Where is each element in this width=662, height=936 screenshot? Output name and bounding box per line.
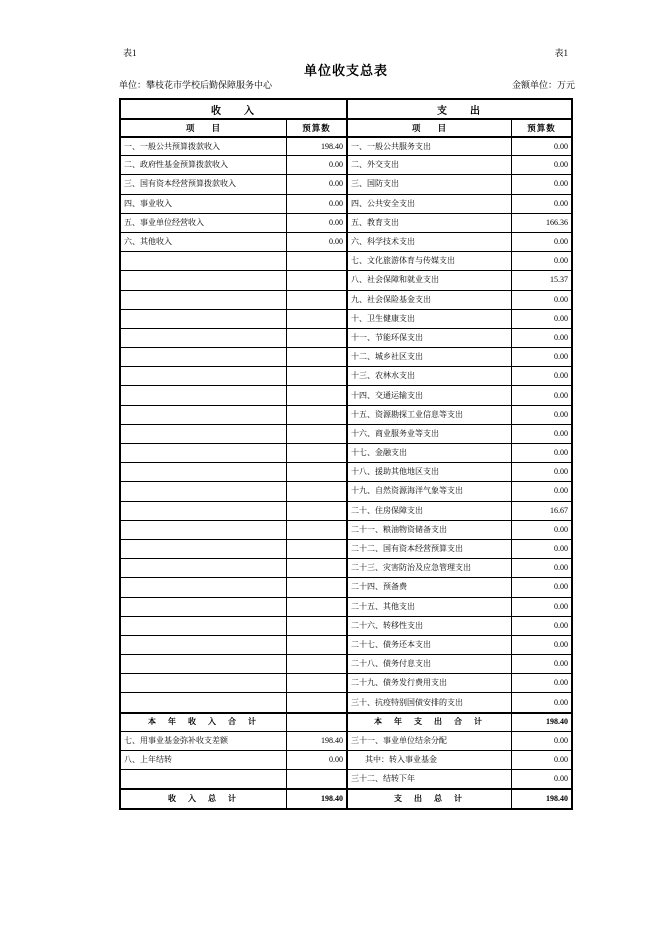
expense-item-label: 十六、商业服务业等支出 xyxy=(348,425,512,443)
expense-item-label: 八、社会保障和就业支出 xyxy=(348,271,512,289)
income-budget-value xyxy=(287,463,348,481)
income-item-label xyxy=(121,636,287,654)
expense-item-label: 三十、抗疫特别国债安排的支出 xyxy=(348,693,512,711)
expense-item-label: 三、国防支出 xyxy=(348,175,512,193)
expense-item-label: 十一、节能环保支出 xyxy=(348,329,512,347)
income-item-label: 本 年 收 入 合 计 xyxy=(121,714,287,731)
expense-item-label: 十二、城乡社区支出 xyxy=(348,348,512,366)
expense-item-label: 一、一般公共服务支出 xyxy=(348,138,512,155)
expense-item-label: 三十二、结转下年 xyxy=(348,770,512,788)
income-item-label xyxy=(121,329,287,347)
income-item-label xyxy=(121,655,287,673)
expense-budget-value: 0.00 xyxy=(554,582,568,592)
expense-budget-value: 166.36 xyxy=(546,217,568,227)
table-row xyxy=(121,712,571,731)
expense-item-label: 二十二、国有资本经营预算支出 xyxy=(348,540,512,558)
income-budget-value xyxy=(287,655,348,673)
expense-budget-value: 0.00 xyxy=(554,524,568,534)
expense-budget-value: 0.00 xyxy=(554,160,568,170)
table-row xyxy=(121,481,571,500)
expense-item-label: 支 出 总 计 xyxy=(348,790,512,807)
expense-item-label: 本 年 支 出 合 计 xyxy=(348,714,512,731)
income-item-label: 一、一般公共预算拨款收入 xyxy=(121,138,287,155)
expense-budget-value: 0.00 xyxy=(554,371,568,381)
income-budget-value xyxy=(287,367,348,385)
income-item-label xyxy=(121,770,287,788)
income-budget-value: 0.00 xyxy=(287,751,348,769)
expense-budget-value: 0.00 xyxy=(554,352,568,362)
income-item-label xyxy=(121,406,287,424)
income-budget-value xyxy=(287,310,348,328)
income-item-label xyxy=(121,271,287,289)
expense-budget-value: 0.00 xyxy=(554,697,568,707)
expense-budget-column-header: 预算数 xyxy=(527,123,556,133)
income-item-label: 三、国有资本经营预算拨款收入 xyxy=(121,175,287,193)
income-item-label xyxy=(121,310,287,328)
table-row xyxy=(121,136,571,155)
income-item-label xyxy=(121,502,287,520)
expense-item-label: 十八、援助其他地区支出 xyxy=(348,463,512,481)
table-row xyxy=(121,520,571,539)
table-row xyxy=(121,597,571,616)
meta-line xyxy=(119,81,575,91)
table-row xyxy=(121,443,571,462)
table-row xyxy=(121,501,571,520)
expense-item-label: 五、教育支出 xyxy=(348,214,512,232)
income-budget-value: 198.40 xyxy=(287,138,348,155)
table-row xyxy=(121,424,571,443)
income-budget-value: 0.00 xyxy=(287,214,348,232)
expense-item-label: 七、文化旅游体育与传媒支出 xyxy=(348,252,512,270)
column-header-row xyxy=(121,118,571,136)
income-budget-value xyxy=(287,636,348,654)
income-group-header: 收 入 xyxy=(121,100,348,118)
expense-item-label: 二十九、债务发行费用支出 xyxy=(348,674,512,692)
income-item-label xyxy=(121,693,287,711)
expense-budget-value: 0.00 xyxy=(554,179,568,189)
expense-budget-value: 0.00 xyxy=(554,448,568,458)
income-item-label: 六、其他收入 xyxy=(121,233,287,251)
expense-budget-value: 0.00 xyxy=(554,601,568,611)
expense-item-label: 二十四、预备费 xyxy=(348,578,512,596)
table-body xyxy=(121,136,571,808)
expense-item-label: 二、外交支出 xyxy=(348,156,512,174)
income-item-label xyxy=(121,617,287,635)
table-row xyxy=(121,558,571,577)
expense-budget-value: 0.00 xyxy=(554,755,568,765)
table-number-right: 表1 xyxy=(554,48,568,58)
income-budget-value: 0.00 xyxy=(287,195,348,213)
table-row xyxy=(121,385,571,404)
income-item-label xyxy=(121,386,287,404)
table-row xyxy=(121,194,571,213)
table-row xyxy=(121,635,571,654)
expense-budget-value: 0.00 xyxy=(554,256,568,266)
table-row xyxy=(121,347,571,366)
income-item-label xyxy=(121,674,287,692)
table-number-left: 表1 xyxy=(123,48,137,58)
table-row xyxy=(121,788,571,807)
expense-group-header: 支 出 xyxy=(437,105,482,117)
expense-budget-value: 0.00 xyxy=(554,486,568,496)
income-item-label xyxy=(121,598,287,616)
income-item-label xyxy=(121,367,287,385)
expense-item-label: 二十八、债务付息支出 xyxy=(348,655,512,673)
income-budget-value xyxy=(287,617,348,635)
expense-budget-value: 0.00 xyxy=(554,409,568,419)
expense-item-label: 十七、金融支出 xyxy=(348,444,512,462)
income-budget-value xyxy=(287,598,348,616)
income-budget-value xyxy=(287,521,348,539)
income-budget-value xyxy=(287,674,348,692)
expense-item-label: 十三、农林水支出 xyxy=(348,367,512,385)
income-item-label xyxy=(121,348,287,366)
income-item-label xyxy=(121,482,287,500)
page-title: 单位收支总表 xyxy=(303,63,388,78)
income-item-label: 二、政府性基金预算拨款收入 xyxy=(121,156,287,174)
income-budget-value xyxy=(287,482,348,500)
table-row xyxy=(121,174,571,193)
table-row xyxy=(121,577,571,596)
expense-item-label: 二十七、债务还本支出 xyxy=(348,636,512,654)
expense-item-label: 其中：转入事业基金 xyxy=(348,751,512,769)
income-budget-value xyxy=(287,348,348,366)
expense-budget-value: 0.00 xyxy=(554,332,568,342)
income-budget-value xyxy=(287,770,348,788)
expense-budget-value: 0.00 xyxy=(554,544,568,554)
income-item-label xyxy=(121,444,287,462)
income-budget-value: 0.00 xyxy=(287,175,348,193)
table-row xyxy=(121,232,571,251)
income-item-label xyxy=(121,463,287,481)
table-row xyxy=(121,290,571,309)
expense-item-column-header: 项 目 xyxy=(348,120,512,136)
income-budget-value xyxy=(287,559,348,577)
expense-budget-value: 0.00 xyxy=(554,390,568,400)
expense-budget-value: 0.00 xyxy=(554,198,568,208)
income-budget-value xyxy=(287,425,348,443)
income-item-label xyxy=(121,578,287,596)
income-item-label: 八、上年结转 xyxy=(121,751,287,769)
income-item-label: 收 入 总 计 xyxy=(121,790,287,807)
income-budget-column-header: 预算数 xyxy=(287,120,348,136)
expense-item-label: 十九、自然资源海洋气象等支出 xyxy=(348,482,512,500)
income-item-label xyxy=(121,559,287,577)
expense-item-label: 三十一、事业单位结余分配 xyxy=(348,732,512,750)
income-budget-value: 198.40 xyxy=(287,790,348,807)
income-budget-value xyxy=(287,693,348,711)
expense-budget-value: 0.00 xyxy=(554,467,568,477)
income-item-label xyxy=(121,252,287,270)
expense-budget-value: 0.00 xyxy=(554,639,568,649)
expense-budget-value: 0.00 xyxy=(554,428,568,438)
expense-item-label: 十、卫生健康支出 xyxy=(348,310,512,328)
income-budget-value xyxy=(287,540,348,558)
group-header-row xyxy=(121,100,571,118)
income-item-label: 七、用事业基金弥补收支差额 xyxy=(121,732,287,750)
income-budget-value xyxy=(287,578,348,596)
income-item-column-header: 项 目 xyxy=(121,120,287,136)
table-row xyxy=(121,769,571,788)
income-budget-value xyxy=(287,714,348,731)
table-row xyxy=(121,539,571,558)
expense-budget-value: 16.67 xyxy=(550,505,568,515)
expense-budget-value: 0.00 xyxy=(554,141,568,151)
income-budget-value xyxy=(287,406,348,424)
table-row xyxy=(121,405,571,424)
amount-unit-label: 金额单位：万元 xyxy=(511,80,575,90)
table-row xyxy=(121,673,571,692)
expense-budget-value: 198.40 xyxy=(546,793,568,803)
table-row xyxy=(121,462,571,481)
expense-item-label: 二十五、其他支出 xyxy=(348,598,512,616)
table-row xyxy=(121,366,571,385)
income-budget-value: 198.40 xyxy=(287,732,348,750)
income-expense-summary-table xyxy=(119,98,573,810)
income-budget-value xyxy=(287,252,348,270)
table-row xyxy=(121,654,571,673)
income-item-label xyxy=(121,291,287,309)
income-budget-value: 0.00 xyxy=(287,233,348,251)
expense-budget-value: 0.00 xyxy=(554,620,568,630)
table-row xyxy=(121,692,571,711)
income-item-label xyxy=(121,425,287,443)
table-row xyxy=(121,309,571,328)
table-row xyxy=(121,155,571,174)
expense-item-label: 二十六、转移性支出 xyxy=(348,617,512,635)
income-budget-value: 0.00 xyxy=(287,156,348,174)
expense-item-label: 四、公共安全支出 xyxy=(348,195,512,213)
expense-item-label: 二十一、粮油物资储备支出 xyxy=(348,521,512,539)
expense-budget-value: 0.00 xyxy=(554,294,568,304)
table-row xyxy=(121,616,571,635)
expense-item-label: 九、社会保险基金支出 xyxy=(348,291,512,309)
unit-name-label: 单位：攀枝花市学校后勤保障服务中心 xyxy=(119,80,273,90)
income-budget-value xyxy=(287,502,348,520)
expense-item-label: 二十、住房保障支出 xyxy=(348,502,512,520)
expense-budget-value: 0.00 xyxy=(554,313,568,323)
table-row xyxy=(121,251,571,270)
expense-item-label: 二十三、灾害防治及应急管理支出 xyxy=(348,559,512,577)
income-budget-value xyxy=(287,329,348,347)
expense-item-label: 十五、资源勘探工业信息等支出 xyxy=(348,406,512,424)
expense-budget-value: 198.40 xyxy=(546,717,568,727)
table-row xyxy=(121,750,571,769)
income-budget-value xyxy=(287,291,348,309)
table-row xyxy=(121,328,571,347)
expense-item-label: 六、科学技术支出 xyxy=(348,233,512,251)
expense-budget-value: 0.00 xyxy=(554,735,568,745)
expense-budget-value: 0.00 xyxy=(554,774,568,784)
expense-item-label: 十四、交通运输支出 xyxy=(348,386,512,404)
table-row xyxy=(121,213,571,232)
table-row xyxy=(121,731,571,750)
income-item-label: 四、事业收入 xyxy=(121,195,287,213)
income-budget-value xyxy=(287,386,348,404)
table-row xyxy=(121,270,571,289)
income-budget-value xyxy=(287,444,348,462)
expense-budget-value: 0.00 xyxy=(554,237,568,247)
expense-budget-value: 0.00 xyxy=(554,678,568,688)
income-item-label: 五、事业单位经营收入 xyxy=(121,214,287,232)
expense-budget-value: 15.37 xyxy=(550,275,568,285)
income-item-label xyxy=(121,521,287,539)
income-item-label xyxy=(121,540,287,558)
expense-budget-value: 0.00 xyxy=(554,659,568,669)
income-budget-value xyxy=(287,271,348,289)
expense-budget-value: 0.00 xyxy=(554,563,568,573)
